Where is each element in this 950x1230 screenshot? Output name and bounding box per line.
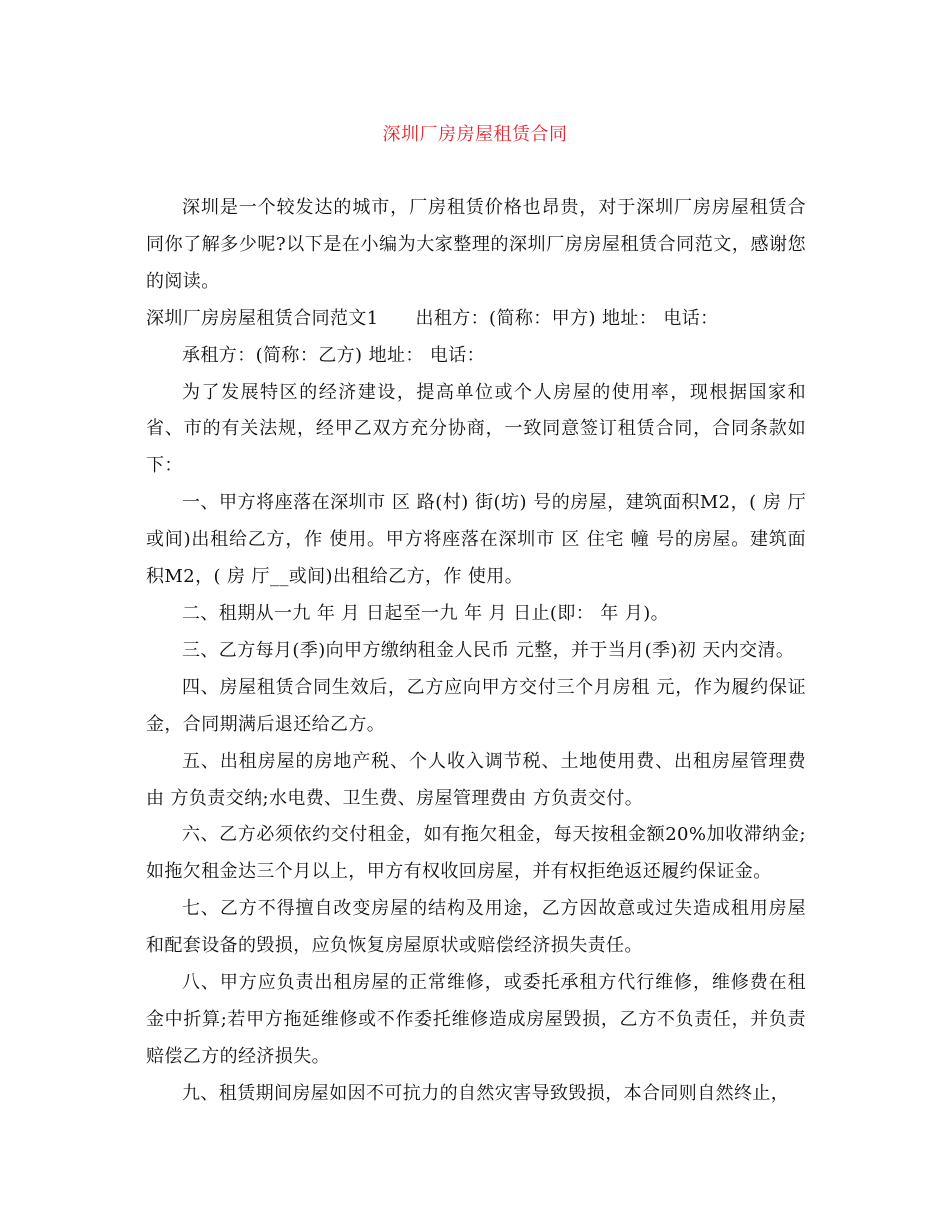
document-title: 深圳厂房房屋租赁合同 bbox=[382, 124, 568, 145]
clause-9: 九、租赁期间房屋如因不可抗力的自然灾害导致毁损，本合同则自然终止， bbox=[182, 1082, 790, 1104]
paragraph-intro: 深圳是一个较发达的城市，厂房租赁价格也昂贵，对于深圳厂房房屋租赁合同你了解多少呢?以下是在小编为大家整理的深圳厂房房屋租赁合同范文，感谢您的阅读。 bbox=[146, 197, 806, 292]
clause-6: 六、乙方必须依约交付租金，如有拖欠租金，每天按租金额20%加收滞纳金;如拖欠租金达三个月以上，甲方有权收回房屋，并有权拒绝返还履约保证金。 bbox=[146, 824, 806, 883]
clause-7: 七、乙方不得擅自改变房屋的结构及用途，乙方因故意或过失造成租用房屋和配套设备的毁损，应负恢复房屋原状或赔偿经济损失责任。 bbox=[146, 898, 806, 957]
clause-4: 四、房屋租赁合同生效后，乙方应向甲方交付三个月房租 元，作为履约保证金，合同期满后退还给乙方。 bbox=[146, 676, 806, 735]
clause-2: 二、租期从一九 年 月 日起至一九 年 月 日止(即： 年 月)。 bbox=[182, 602, 670, 624]
paragraph-lessee: 承租方：(简称：乙方) 地址： 电话： bbox=[182, 344, 486, 366]
clause-8: 八、甲方应负责出租房屋的正常维修，或委托承租方代行维修，维修费在租金中折算;若甲方拖延维修或不作委托维修造成房屋毁损，乙方不负责任，并负责赔偿乙方的经济损失。 bbox=[146, 972, 806, 1067]
clause-5: 五、出租房屋的房地产税、个人收入调节税、土地使用费、出租房屋管理费由 方负责交纳;水电费、卫生费、房屋管理费由 方负责交付。 bbox=[146, 750, 806, 809]
clause-1: 一、甲方将座落在深圳市 区 路(村) 街(坊) 号的房屋，建筑面积M2，( 房 厅或间)出租给乙方，作 使用。甲方将座落在深圳市 区 住宅 幢 号的房屋。建筑面积M2，( 房 厅__或间)出租给乙方，作 使用。 bbox=[146, 492, 806, 588]
clause-3: 三、乙方每月(季)向甲方缴纳租金人民币 元整，并于当月(季)初 天内交清。 bbox=[182, 639, 795, 661]
document-body bbox=[146, 190, 806, 1113]
paragraph-sample-heading-lessor: 深圳厂房房屋租赁合同范文1 出租方：(简称：甲方) 地址： 电话： bbox=[146, 307, 719, 329]
paragraph-preamble: 为了发展特区的经济建设，提高单位或个人房屋的使用率，现根据国家和省、市的有关法规，经甲乙双方充分协商，一致同意签订租赁合同，合同条款如下： bbox=[146, 381, 806, 477]
